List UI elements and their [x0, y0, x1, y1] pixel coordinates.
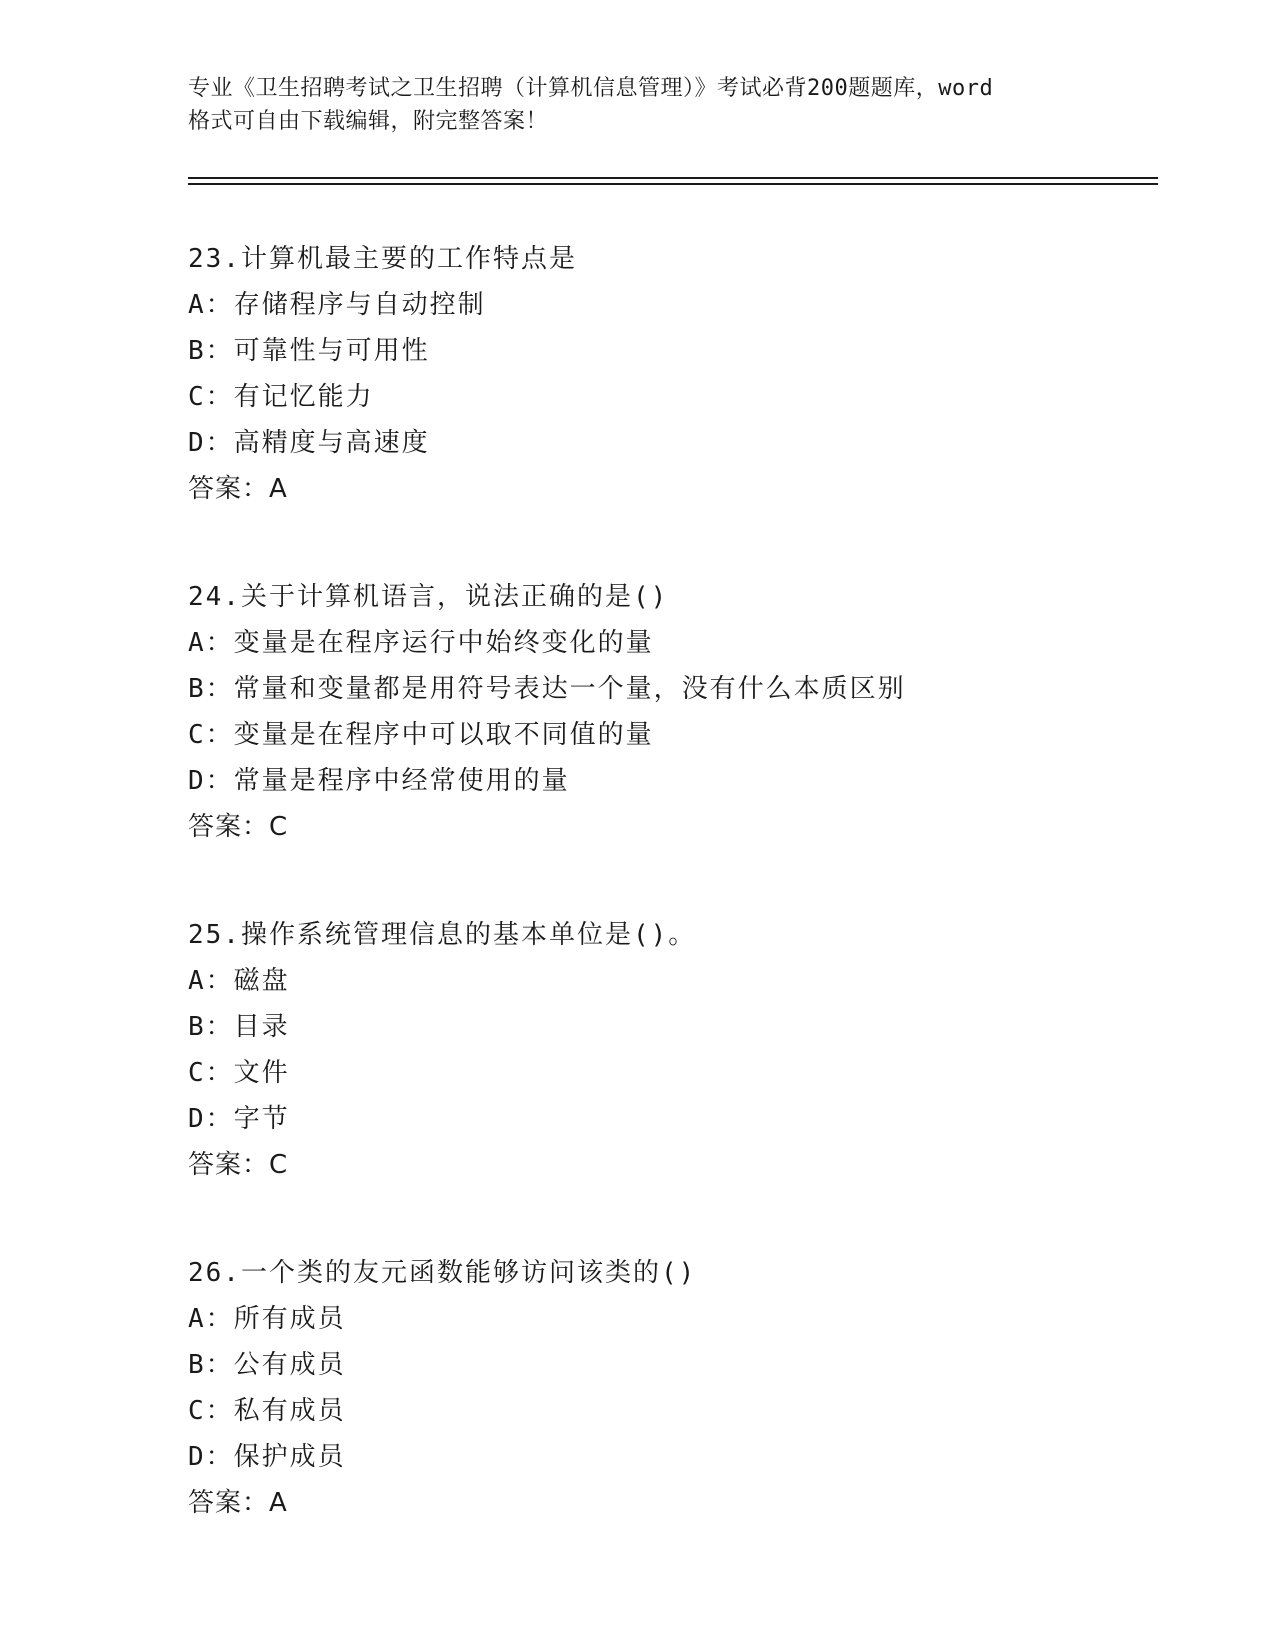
option-a: A：所有成员	[188, 1304, 346, 1334]
option-c: C：文件	[188, 1058, 290, 1088]
option-b: B：常量和变量都是用符号表达一个量，没有什么本质区别	[188, 674, 906, 704]
answer-line: 答案：A	[188, 1488, 288, 1518]
question-24	[188, 574, 1188, 850]
option-b: B：公有成员	[188, 1350, 346, 1380]
answer-line: 答案：C	[188, 1150, 289, 1180]
answer-line: 答案：A	[188, 474, 288, 504]
document-header	[188, 72, 1088, 138]
option-c: C：有记忆能力	[188, 382, 374, 412]
option-d: D：高精度与高速度	[188, 428, 430, 458]
option-d: D：常量是程序中经常使用的量	[188, 766, 570, 796]
option-b: B：目录	[188, 1012, 290, 1042]
question-list	[188, 236, 1188, 1588]
option-d: D：保护成员	[188, 1442, 346, 1472]
question-23	[188, 236, 1188, 512]
answer-line: 答案：C	[188, 812, 289, 842]
header-line-1: 专业《卫生招聘考试之卫生招聘（计算机信息管理）》考试必背200题题库，word	[188, 76, 994, 101]
header-divider-bottom	[188, 183, 1158, 185]
option-d: D：字节	[188, 1104, 290, 1134]
option-c: C：变量是在程序中可以取不同值的量	[188, 720, 654, 750]
option-a: A：变量是在程序运行中始终变化的量	[188, 628, 654, 658]
option-c: C：私有成员	[188, 1396, 346, 1426]
question-stem: 26.一个类的友元函数能够访问该类的()	[188, 1258, 697, 1288]
question-25	[188, 912, 1188, 1188]
option-a: A：磁盘	[188, 966, 290, 996]
question-stem: 24.关于计算机语言，说法正确的是()	[188, 582, 669, 612]
option-b: B：可靠性与可用性	[188, 336, 430, 366]
header-divider-top	[188, 177, 1158, 179]
question-stem: 23.计算机最主要的工作特点是	[188, 244, 577, 274]
option-a: A：存储程序与自动控制	[188, 290, 486, 320]
header-line-2: 格式可自由下载编辑，附完整答案！	[188, 109, 549, 134]
question-26	[188, 1250, 1188, 1526]
question-stem: 25.操作系统管理信息的基本单位是()。	[188, 920, 697, 950]
